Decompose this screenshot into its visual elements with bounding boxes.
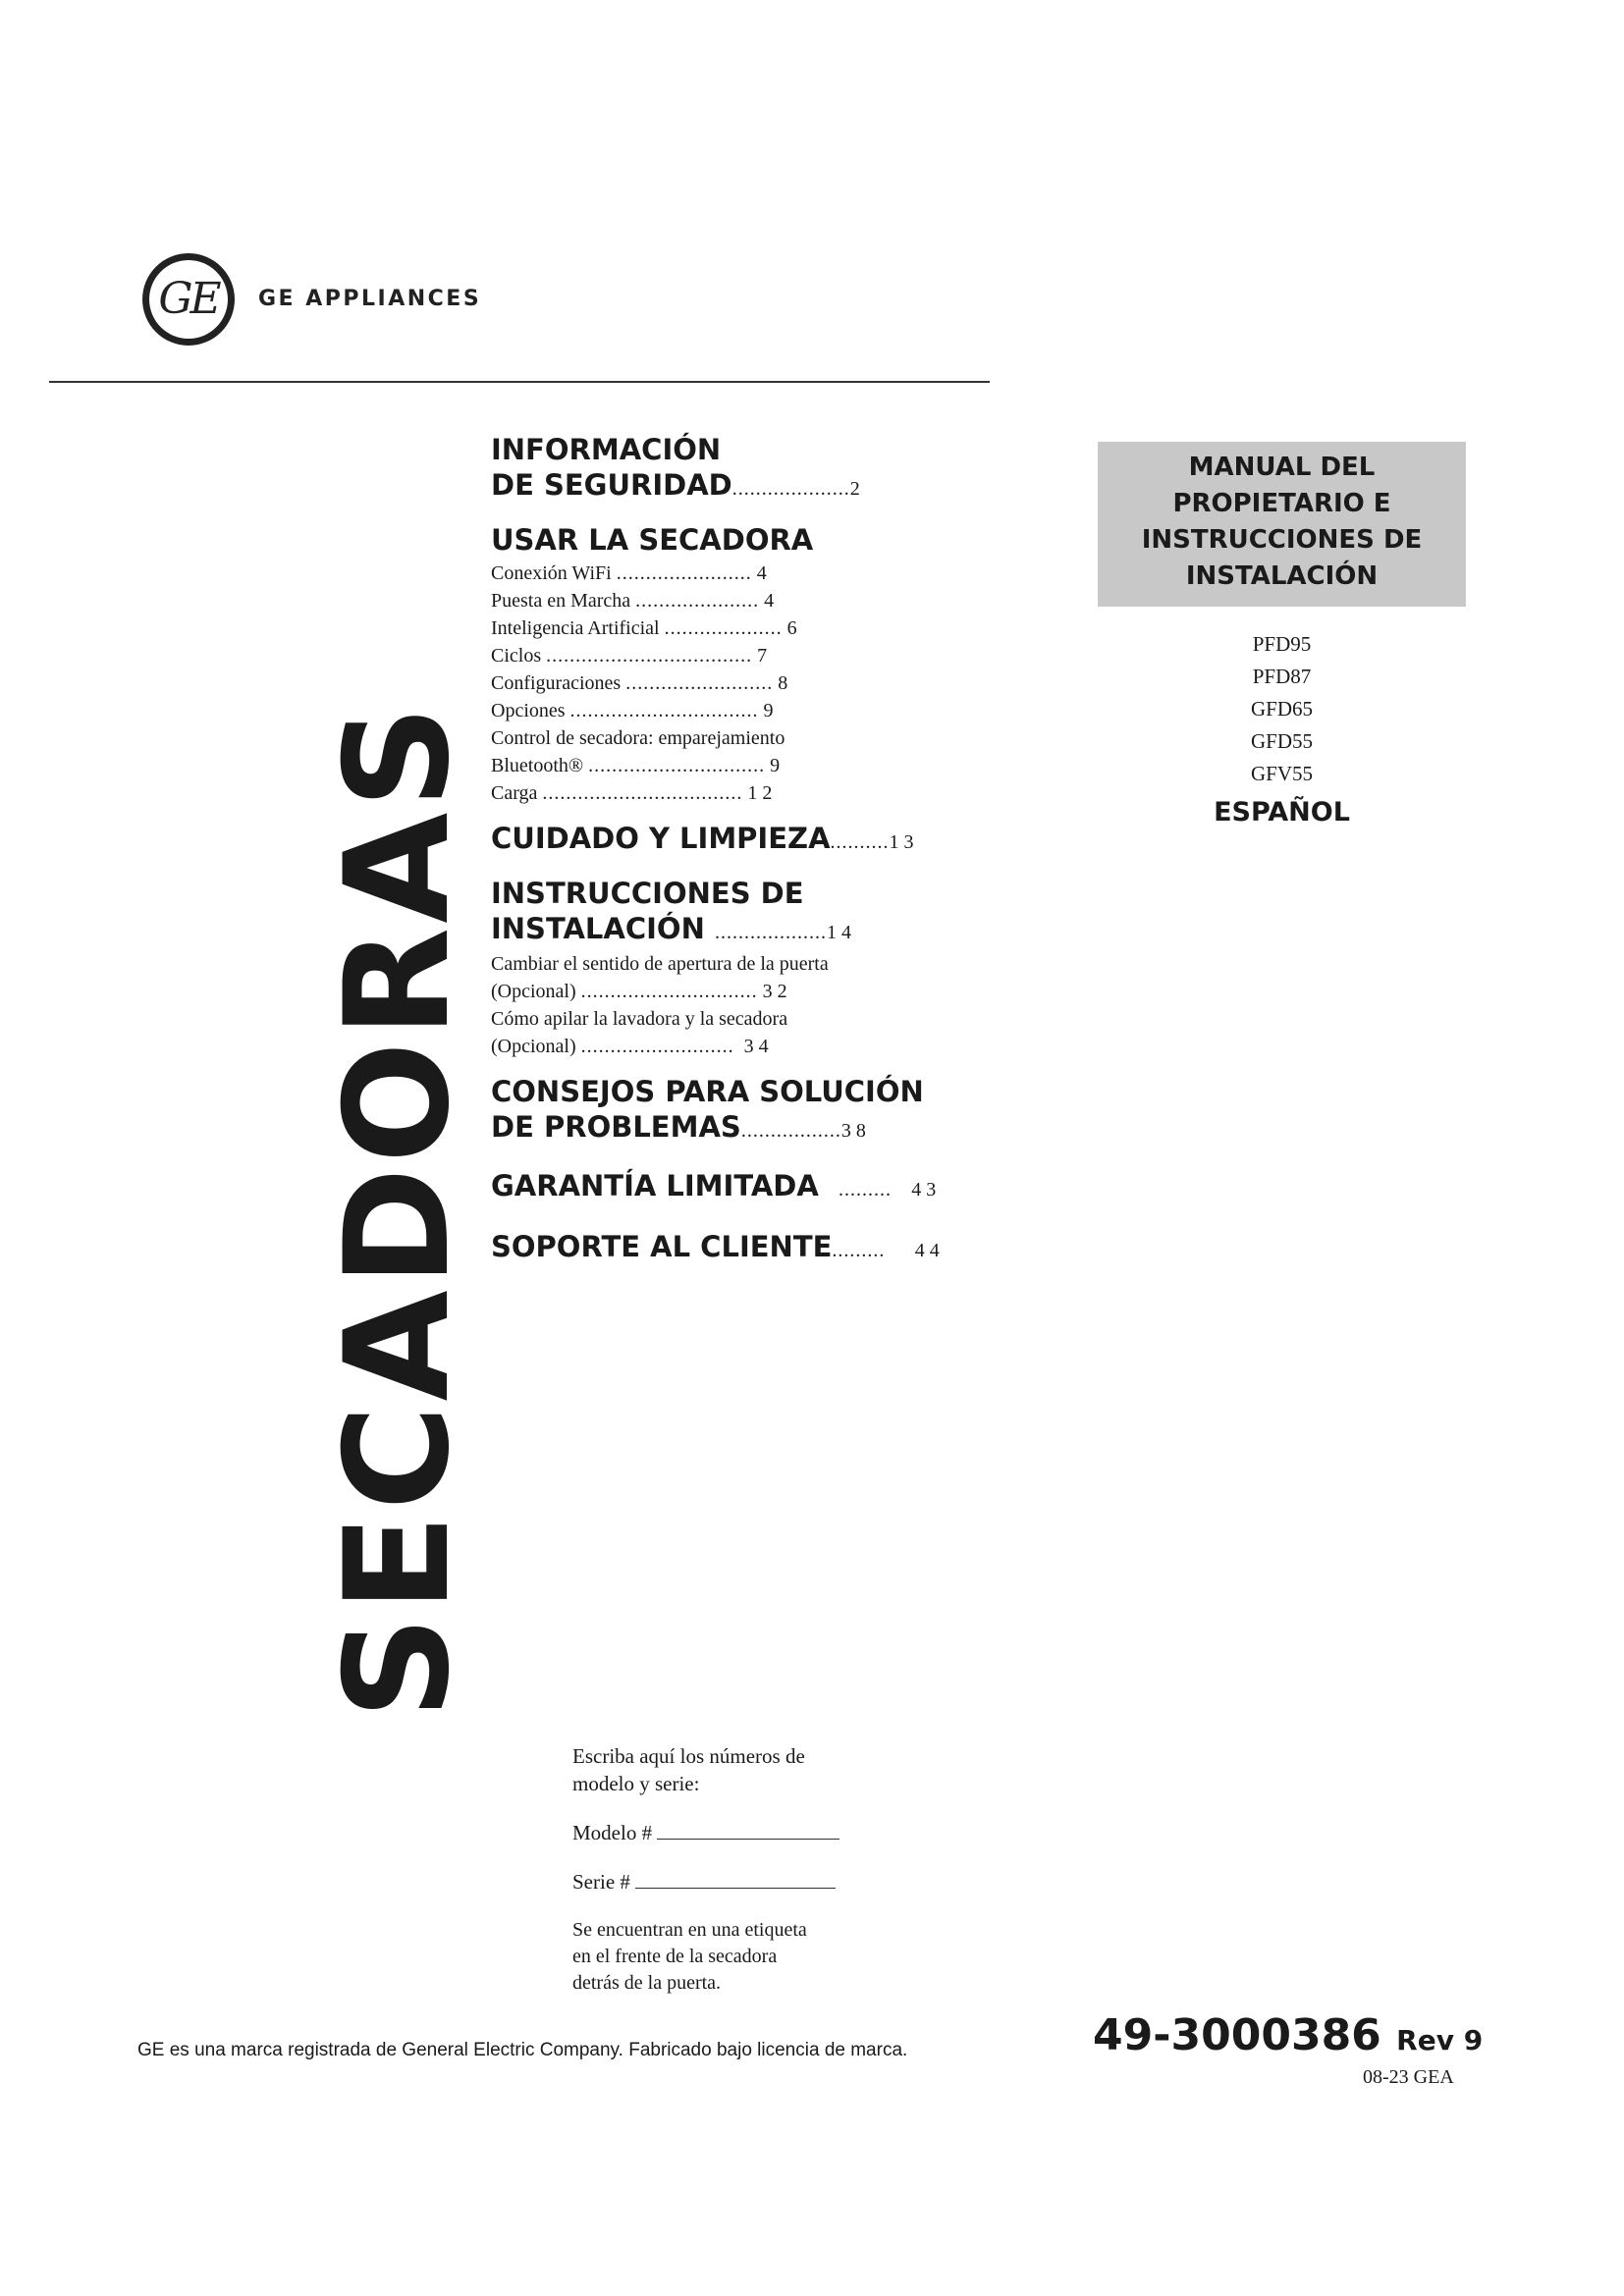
toc-install-page: 1 4 bbox=[826, 922, 851, 943]
table-of-contents bbox=[491, 432, 1001, 1268]
serial-note-line2: en el frente de la secadora bbox=[572, 1946, 778, 1967]
toc-care-title: CUIDADO Y LIMPIEZA bbox=[491, 822, 831, 855]
serial-note-line1: Se encuentran en una etiqueta bbox=[572, 1919, 807, 1941]
toc-item: Cambiar el sentido de apertura de la puerta bbox=[491, 953, 829, 975]
header-divider bbox=[49, 381, 990, 383]
ge-logo-monogram: GE bbox=[158, 274, 219, 324]
toc-trouble-entry: DE PROBLEMAS.................3 8 bbox=[491, 1110, 866, 1144]
model-list bbox=[1098, 628, 1466, 790]
toc-care-entry: CUIDADO Y LIMPIEZA..........1 3 bbox=[491, 822, 914, 855]
model-number: PFD87 bbox=[1252, 665, 1312, 688]
serial-field-blank bbox=[635, 1870, 836, 1889]
toc-warranty-page: 4 3 bbox=[911, 1179, 937, 1201]
toc-safety-title-line1: INFORMACIÓN bbox=[491, 433, 722, 466]
toc-item: Configuraciones ......................... 8 bbox=[491, 672, 788, 694]
serial-field bbox=[572, 1868, 906, 1896]
toc-safety-title-line2: DE SEGURIDAD bbox=[491, 468, 732, 502]
toc-warranty-title: GARANTÍA LIMITADA bbox=[491, 1169, 819, 1202]
trademark-notice: GE es una marca registrada de General Electric Company. Fabricado bajo licencia de marca. bbox=[137, 2040, 908, 2060]
toc-trouble-title-line2: DE PROBLEMAS bbox=[491, 1110, 741, 1144]
vertical-title: SECADORAS bbox=[314, 701, 481, 1720]
toc-item: Cómo apilar la lavadora y la secadora bbox=[491, 1008, 788, 1030]
manual-title-line3: INSTRUCCIONES DE bbox=[1141, 525, 1423, 555]
document-number-value: 49-3000386 bbox=[1093, 2010, 1381, 2060]
toc-trouble-page: 3 8 bbox=[840, 1120, 866, 1142]
toc-item: Conexión WiFi ....................... 4 bbox=[491, 562, 767, 584]
toc-support-page: 4 4 bbox=[914, 1240, 940, 1261]
toc-item: Ciclos ................................... 7 bbox=[491, 645, 768, 667]
model-number: PFD95 bbox=[1252, 632, 1312, 656]
model-number: GFV55 bbox=[1250, 762, 1313, 785]
serial-intro-line2: modelo y serie: bbox=[572, 1772, 700, 1795]
toc-use-title: USAR LA SECADORA bbox=[491, 523, 814, 557]
serial-note-line3: detrás de la puerta. bbox=[572, 1972, 722, 1994]
serial-field-label: Serie # bbox=[572, 1870, 630, 1894]
toc-item: (Opcional) .......................... 3 4 bbox=[491, 1036, 769, 1057]
toc-install-title-line1: INSTRUCCIONES DE bbox=[491, 877, 804, 910]
toc-item: (Opcional) .............................. 3 2 bbox=[491, 981, 787, 1002]
toc-support-entry: SOPORTE AL CLIENTE......... 4 4 bbox=[491, 1230, 940, 1263]
toc-support-title: SOPORTE AL CLIENTE bbox=[491, 1230, 833, 1263]
toc-item: Bluetooth® .............................. 9 bbox=[491, 755, 781, 776]
date-code: 08-23 GEA bbox=[1363, 2066, 1454, 2088]
manual-title-box bbox=[1098, 442, 1466, 607]
toc-trouble-title-line1: CONSEJOS PARA SOLUCIÓN bbox=[491, 1075, 924, 1108]
toc-install-entry: INSTALACIÓN ...................1 4 bbox=[491, 912, 851, 945]
model-field-blank bbox=[657, 1821, 839, 1840]
toc-install-title-line2: INSTALACIÓN bbox=[491, 912, 705, 945]
manual-title-line2: PROPIETARIO E bbox=[1172, 489, 1391, 518]
toc-item: Control de secadora: emparejamiento bbox=[491, 727, 785, 749]
toc-safety-entry: DE SEGURIDAD....................2 bbox=[491, 468, 860, 502]
toc-care-page: 1 3 bbox=[889, 831, 914, 853]
toc-item: Inteligencia Artificial .................... 6 bbox=[491, 617, 797, 639]
toc-safety-page: 2 bbox=[849, 478, 860, 500]
language-label: ESPAÑOL bbox=[1214, 797, 1350, 828]
document-number bbox=[1093, 2010, 1483, 2060]
manual-title-line1: MANUAL DEL bbox=[1188, 453, 1376, 482]
manual-title-line4: INSTALACIÓN bbox=[1185, 561, 1379, 591]
ge-logo bbox=[142, 253, 235, 346]
model-field bbox=[572, 1819, 906, 1846]
model-number: GFD55 bbox=[1250, 729, 1313, 753]
toc-item: Opciones ................................ 9 bbox=[491, 700, 774, 721]
toc-item: Puesta en Marcha ..................... 4 bbox=[491, 590, 775, 612]
toc-item: Carga .................................. 1 2 bbox=[491, 782, 773, 804]
serial-record-area bbox=[572, 1742, 906, 1997]
model-number: GFD65 bbox=[1250, 697, 1313, 721]
toc-warranty-entry: GARANTÍA LIMITADA ......... 4 3 bbox=[491, 1169, 937, 1202]
revision-label: Rev 9 bbox=[1396, 2024, 1484, 2056]
serial-intro-line1: Escriba aquí los números de bbox=[572, 1744, 805, 1768]
model-field-label: Modelo # bbox=[572, 1821, 653, 1844]
brand-name: GE APPLIANCES bbox=[258, 287, 482, 311]
